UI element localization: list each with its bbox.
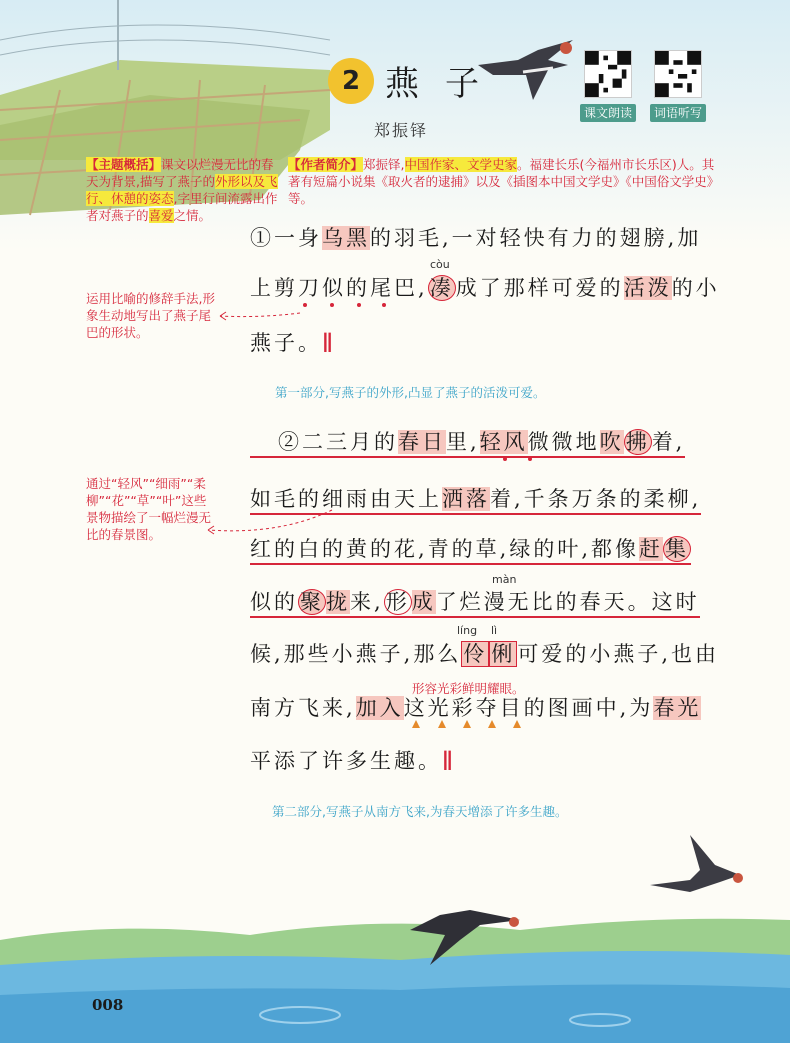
swallow-illustration-right [650, 835, 743, 892]
chapter-author: 郑振铎 [374, 121, 429, 140]
qr-icon [655, 51, 701, 97]
para2-line6: 南方飞来,加入这光彩夺目的图画中,为春光 [250, 696, 702, 720]
qr-code-reading[interactable] [584, 50, 632, 98]
page-number: 008 [92, 996, 124, 1014]
para2-line2: 如毛的细雨由天上洒落着,千条万条的柔柳, [250, 483, 701, 515]
para2-line3: 红的白的黄的花,青的草,绿的叶,都像赶集 [250, 533, 691, 565]
qr-icon [585, 51, 631, 97]
section-summary-2: 第二部分,写燕子从南方飞来,为春天增添了许多生趣。 [272, 804, 568, 819]
pinyin-cou: còu [430, 258, 450, 271]
para1-line2: 上剪刀似的尾巴,凑成了那样可爱的活泼的小 [250, 276, 720, 300]
pinyin-li: lì [491, 624, 498, 637]
pinyin-man: màn [492, 573, 517, 586]
para1-line1: ①一身乌黑的羽毛,一对轻快有力的翅膀,加 [250, 226, 702, 250]
author-intro-tag: 【作者简介】 [288, 157, 364, 172]
qr-code-dictation[interactable] [654, 50, 702, 98]
author-introduction: 【作者简介】郑振铎,中国作家、文学史家。福建长乐(今福州市长乐区)人。其著有短篇小说集《取火者的逮捕》以及《插图本中国文学史》《中国俗文学史》等。 [288, 157, 715, 206]
para1-line3: 燕子。∥ [250, 330, 337, 355]
para2-line5: 候,那些小燕子,那么伶 俐可爱的小燕子,也由 [250, 642, 720, 666]
para2-line7: 平添了许多生趣。∥ [250, 748, 457, 773]
qr-label-reading[interactable]: 课文朗读 [580, 104, 636, 122]
summary-tag: 【主题概括】 [86, 157, 162, 172]
qr-label-dictation[interactable]: 词语听写 [650, 104, 706, 122]
section-summary-1: 第一部分,写燕子的外形,凸显了燕子的活泼可爱。 [275, 385, 546, 400]
rhetoric-note: 运用比喻的修辞手法,形象生动地写出了燕子尾巴的形状。 [86, 291, 215, 340]
scenery-note: 通过“轻风”“细雨”“柔柳”“花”“草”“叶”这些景物描绘了一幅烂漫无比的春景图。 [86, 476, 212, 542]
theme-summary: 【主题概括】课文以烂漫无比的春天为背景,描写了燕子的外形以及飞行、休憩的姿态,字里行间流露出作者对燕子的喜爱之情。 [86, 157, 278, 223]
para2-line4: 似的聚拢来,形成了烂漫无比的春天。这时 [250, 586, 700, 618]
pinyin-ling: líng [457, 624, 478, 637]
chapter-title: 燕子 [385, 64, 505, 104]
note-connector [210, 298, 305, 328]
chapter-number: 2 [328, 58, 374, 104]
para2-line1: ②二三月的春日里,轻风微微地吹拂着, [250, 426, 685, 458]
note-connector [200, 505, 340, 540]
idiom-annotation: 形容光彩鲜明耀眼。 [412, 681, 525, 696]
